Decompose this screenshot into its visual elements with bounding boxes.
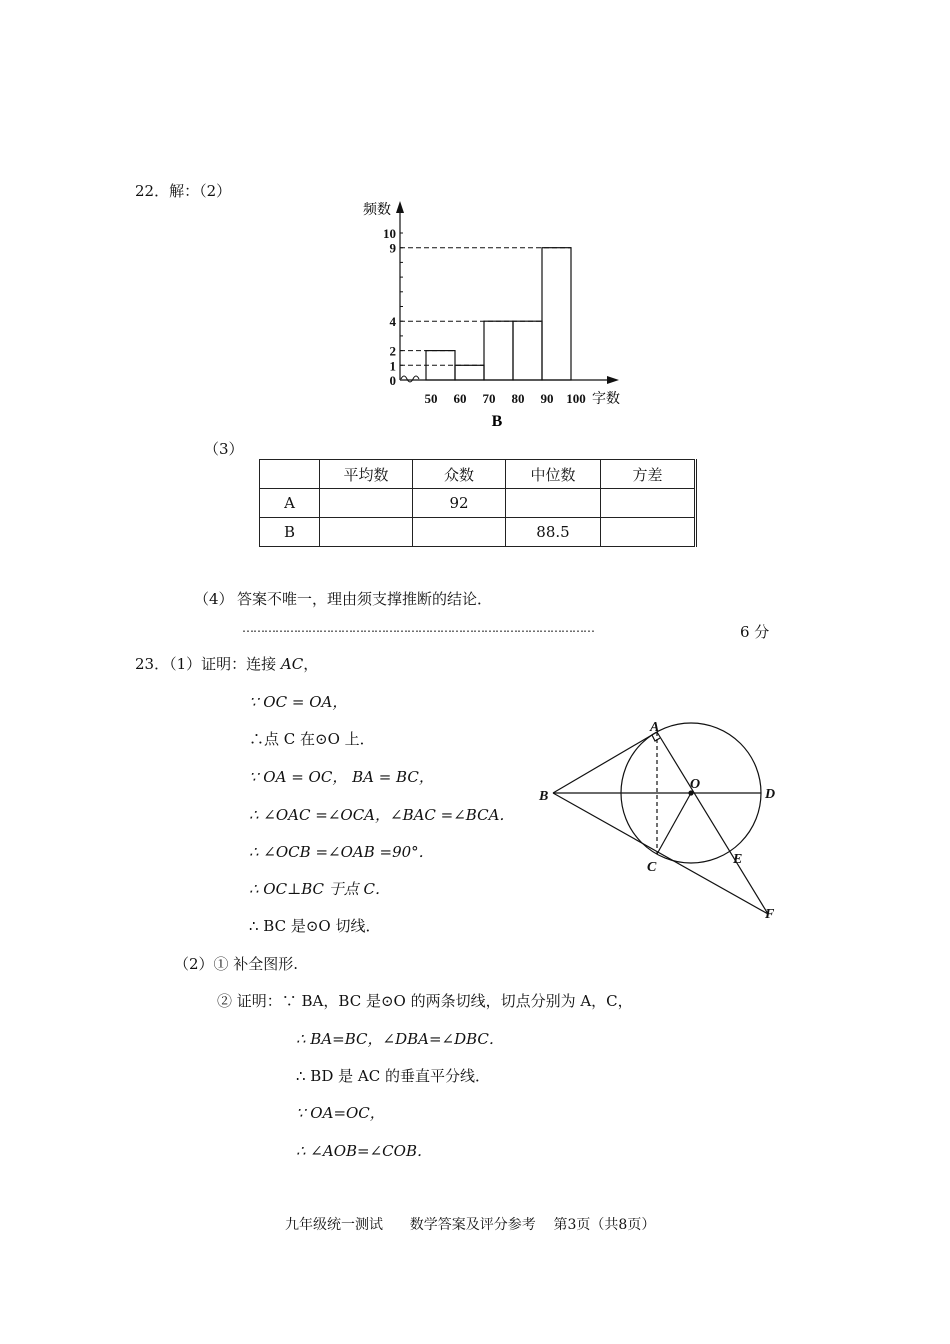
dotted-leader: …………………………………………………………………………………… — [242, 621, 594, 635]
y-tick-label: 1 — [389, 358, 396, 374]
q23-comma: ， — [303, 655, 319, 673]
histogram-bar — [484, 321, 513, 380]
geometry-figure — [530, 710, 790, 930]
point-label-b: B — [539, 789, 549, 804]
proof-line-2: ∴ BD 是 AC 的垂直平分线． — [296, 1067, 490, 1085]
point-label-a: A — [650, 720, 660, 735]
table-header-cell: 方差 — [601, 460, 696, 489]
q22-part3-label: （3） — [204, 440, 244, 458]
table-cell — [320, 489, 413, 518]
proof-line: ∴ ∠OCB =∠OAB =90°． — [249, 843, 434, 861]
proof-line-2: ∴ BA=BC，∠DBA=∠DBC． — [296, 1030, 504, 1048]
x-tick-label: 70 — [482, 391, 496, 406]
table-cell — [320, 518, 413, 547]
tangent-ba — [553, 732, 657, 793]
point-label-o: O — [690, 777, 701, 792]
y-axis-arrow — [396, 201, 404, 213]
q23-part2-1: （2）① 补全图形. — [174, 955, 299, 973]
histogram-bar — [513, 321, 542, 380]
score-6: 6 分 — [740, 623, 770, 641]
y-tick-label: 2 — [389, 343, 396, 359]
table-header-cell: 中位数 — [506, 460, 601, 489]
table-cell — [506, 489, 601, 518]
table-cell: B — [260, 518, 320, 547]
table-cell: 92 — [413, 489, 506, 518]
point-label-c: C — [647, 860, 657, 875]
q22-part4-text: 答案不唯一，理由须支撑推断的结论． — [237, 590, 493, 608]
table-cell — [601, 518, 696, 547]
x-tick-label: 80 — [511, 391, 525, 406]
y-tick-label: 4 — [389, 314, 396, 330]
histogram-bar — [542, 248, 571, 380]
q22-part4-label: （4） — [194, 590, 234, 608]
table-header-row — [260, 460, 696, 489]
q23-label: 23．（1）证明：连接 — [135, 655, 281, 673]
x-axis-label: 字数 — [592, 392, 620, 407]
table-row — [260, 518, 696, 547]
x-axis-arrow — [607, 376, 619, 384]
table-cell: A — [260, 489, 320, 518]
point-label-e: E — [733, 852, 743, 867]
table-header-cell: 平均数 — [320, 460, 413, 489]
statistics-table — [259, 459, 697, 547]
proof-line: ∴ OC⊥BC 于点 C． — [249, 880, 390, 898]
q23-part2-2: ② 证明：∵ BA，BC 是⊙O 的两条切线，切点分别为 A，C， — [217, 992, 633, 1010]
x-tick-label: 50 — [424, 391, 438, 406]
q22-label: 22．解：（2） — [135, 182, 232, 200]
table-header-cell — [260, 460, 320, 489]
proof-line-2: ∵ OA=OC， — [296, 1104, 385, 1122]
table-row — [260, 489, 696, 518]
proof-line: ∴ BC 是⊙O 切线． — [249, 917, 381, 935]
page-footer: 九年级统一测试 数学答案及评分参考 第3页（共8页） — [285, 1217, 656, 1233]
y-tick-label: 9 — [389, 240, 396, 256]
y-tick-label: 10 — [383, 226, 396, 241]
x-tick-label: 60 — [453, 391, 467, 406]
table-header-cell: 众数 — [413, 460, 506, 489]
table-cell: 88.5 — [506, 518, 601, 547]
x-tick-label: 90 — [540, 391, 554, 406]
proof-line: ∵ OA = OC， BA = BC， — [249, 768, 434, 786]
radius-oc — [657, 793, 691, 854]
axis-break-icon — [401, 376, 419, 382]
point-label-d: D — [765, 787, 776, 802]
q23-heading — [135, 653, 318, 674]
table-cell — [601, 489, 696, 518]
histogram-bar — [455, 365, 484, 380]
y-axis-label: 频数 — [363, 203, 391, 218]
proof-line: ∴点 C 在⊙O 上． — [249, 730, 375, 748]
chart-title: B — [491, 413, 503, 430]
proof-line-2: ∴ ∠AOB=∠COB． — [296, 1142, 432, 1160]
q23-ac: AC — [280, 655, 304, 673]
table-cell — [413, 518, 506, 547]
x-tick-label: 100 — [566, 391, 586, 406]
proof-line: ∴ ∠OAC =∠OCA，∠BAC =∠BCA． — [249, 806, 515, 824]
histogram-chart — [355, 195, 640, 435]
y-tick-label: 0 — [389, 373, 396, 388]
proof-line: ∵ OC = OA， — [249, 693, 348, 711]
point-label-f: F — [765, 907, 775, 922]
